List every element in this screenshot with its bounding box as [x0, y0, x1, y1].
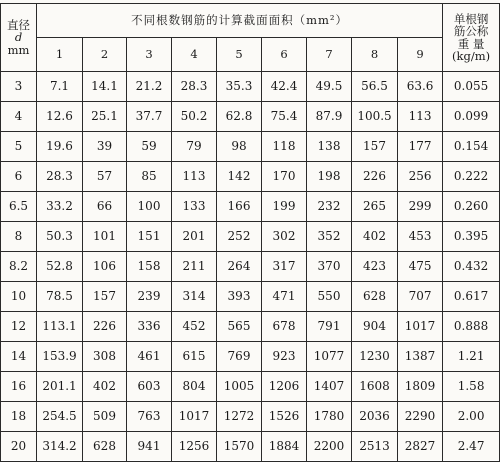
area-cell: 52.8 [37, 252, 83, 282]
area-header: 不同根数钢筋的计算截面面积（mm²） [37, 4, 443, 38]
table-body [1, 72, 500, 462]
area-cell: 603 [127, 372, 172, 402]
area-cell: 113 [172, 162, 217, 192]
area-cell: 423 [352, 252, 398, 282]
area-cell: 2513 [352, 432, 398, 462]
bar-count-header: 9 [398, 38, 443, 72]
area-cell: 157 [83, 282, 127, 312]
area-cell: 308 [83, 342, 127, 372]
area-cell: 78.5 [37, 282, 83, 312]
diameter-cell: 4 [1, 102, 37, 132]
area-cell: 101 [83, 222, 127, 252]
area-cell: 628 [83, 432, 127, 462]
area-cell: 75.4 [262, 102, 307, 132]
weight-header-unit: (kg/m) [452, 48, 491, 63]
area-cell: 37.7 [127, 102, 172, 132]
area-cell: 28.3 [37, 162, 83, 192]
area-cell: 100 [127, 192, 172, 222]
area-cell: 7.1 [37, 72, 83, 102]
diameter-cell: 10 [1, 282, 37, 312]
area-cell: 2036 [352, 402, 398, 432]
area-cell: 707 [398, 282, 443, 312]
area-cell: 14.1 [83, 72, 127, 102]
area-cell: 1608 [352, 372, 398, 402]
area-cell: 113.1 [37, 312, 83, 342]
area-cell: 201.1 [37, 372, 83, 402]
weight-header-line: 重 量 [457, 36, 485, 51]
diameter-cell: 12 [1, 312, 37, 342]
weight-cell: 0.154 [443, 132, 500, 162]
area-cell: 201 [172, 222, 217, 252]
table-row [1, 312, 500, 342]
area-cell: 49.5 [307, 72, 352, 102]
diameter-cell: 18 [1, 402, 37, 432]
area-cell: 239 [127, 282, 172, 312]
area-cell: 254.5 [37, 402, 83, 432]
area-cell: 393 [217, 282, 262, 312]
area-cell: 59 [127, 132, 172, 162]
area-cell: 33.2 [37, 192, 83, 222]
weight-cell: 0.099 [443, 102, 500, 132]
area-cell: 452 [172, 312, 217, 342]
area-cell: 904 [352, 312, 398, 342]
area-cell: 1206 [262, 372, 307, 402]
diameter-header-label: 直径 [7, 18, 30, 33]
area-cell: 199 [262, 192, 307, 222]
rebar-area-table [0, 3, 500, 462]
area-cell: 106 [83, 252, 127, 282]
area-cell: 153.9 [37, 342, 83, 372]
area-cell: 1526 [262, 402, 307, 432]
area-cell: 211 [172, 252, 217, 282]
area-cell: 226 [352, 162, 398, 192]
area-cell: 133 [172, 192, 217, 222]
table-row [1, 72, 500, 102]
area-cell: 471 [262, 282, 307, 312]
bar-count-header: 1 [37, 38, 83, 72]
area-cell: 615 [172, 342, 217, 372]
area-cell: 28.3 [172, 72, 217, 102]
diameter-cell: 16 [1, 372, 37, 402]
table-row [1, 402, 500, 432]
diameter-cell: 3 [1, 72, 37, 102]
area-cell: 923 [262, 342, 307, 372]
area-cell: 25.1 [83, 102, 127, 132]
area-cell: 98 [217, 132, 262, 162]
area-cell: 158 [127, 252, 172, 282]
weight-header-line: 单根钢 [453, 12, 489, 27]
area-cell: 166 [217, 192, 262, 222]
area-cell: 85 [127, 162, 172, 192]
area-cell: 461 [127, 342, 172, 372]
table-row [1, 132, 500, 162]
area-cell: 19.6 [37, 132, 83, 162]
area-cell: 252 [217, 222, 262, 252]
table-row [1, 162, 500, 192]
weight-cell: 2.00 [443, 402, 500, 432]
table-row [1, 282, 500, 312]
area-cell: 453 [398, 222, 443, 252]
area-cell: 2200 [307, 432, 352, 462]
area-cell: 1017 [172, 402, 217, 432]
area-cell: 62.8 [217, 102, 262, 132]
area-cell: 769 [217, 342, 262, 372]
area-cell: 565 [217, 312, 262, 342]
area-cell: 87.9 [307, 102, 352, 132]
area-cell: 157 [352, 132, 398, 162]
diameter-header [1, 4, 37, 72]
area-cell: 336 [127, 312, 172, 342]
area-cell: 63.6 [398, 72, 443, 102]
header-row [1, 4, 500, 38]
table-row [1, 342, 500, 372]
area-cell: 264 [217, 252, 262, 282]
area-cell: 42.4 [262, 72, 307, 102]
area-cell: 1884 [262, 432, 307, 462]
diameter-cell: 14 [1, 342, 37, 372]
bar-count-header: 6 [262, 38, 307, 72]
area-cell: 256 [398, 162, 443, 192]
area-cell: 142 [217, 162, 262, 192]
area-cell: 678 [262, 312, 307, 342]
table-row [1, 372, 500, 402]
area-cell: 138 [307, 132, 352, 162]
area-cell: 299 [398, 192, 443, 222]
bar-count-header: 3 [127, 38, 172, 72]
weight-cell: 0.055 [443, 72, 500, 102]
area-cell: 1407 [307, 372, 352, 402]
area-cell: 113 [398, 102, 443, 132]
area-cell: 39 [83, 132, 127, 162]
area-cell: 475 [398, 252, 443, 282]
area-cell: 628 [352, 282, 398, 312]
area-cell: 226 [83, 312, 127, 342]
area-cell: 2827 [398, 432, 443, 462]
diameter-cell: 6.5 [1, 192, 37, 222]
weight-cell: 0.432 [443, 252, 500, 282]
bar-count-header: 8 [352, 38, 398, 72]
weight-cell: 0.888 [443, 312, 500, 342]
area-cell: 66 [83, 192, 127, 222]
table-row [1, 252, 500, 282]
area-cell: 1077 [307, 342, 352, 372]
area-cell: 57 [83, 162, 127, 192]
area-cell: 317 [262, 252, 307, 282]
weight-cell: 2.47 [443, 432, 500, 462]
area-cell: 2290 [398, 402, 443, 432]
bar-count-header: 4 [172, 38, 217, 72]
area-cell: 1017 [398, 312, 443, 342]
area-cell: 56.5 [352, 72, 398, 102]
bar-count-header-row [1, 38, 500, 72]
area-cell: 763 [127, 402, 172, 432]
area-cell: 1272 [217, 402, 262, 432]
area-cell: 314 [172, 282, 217, 312]
area-cell: 1809 [398, 372, 443, 402]
area-cell: 302 [262, 222, 307, 252]
weight-cell: 1.58 [443, 372, 500, 402]
area-cell: 118 [262, 132, 307, 162]
area-cell: 232 [307, 192, 352, 222]
diameter-cell: 5 [1, 132, 37, 162]
area-cell: 402 [352, 222, 398, 252]
area-cell: 35.3 [217, 72, 262, 102]
bar-count-header: 2 [83, 38, 127, 72]
diameter-cell: 8 [1, 222, 37, 252]
area-cell: 550 [307, 282, 352, 312]
area-cell: 1570 [217, 432, 262, 462]
table-row [1, 192, 500, 222]
weight-cell: 0.617 [443, 282, 500, 312]
weight-header [443, 4, 500, 72]
table-row [1, 102, 500, 132]
area-cell: 1230 [352, 342, 398, 372]
area-cell: 151 [127, 222, 172, 252]
area-cell: 50.2 [172, 102, 217, 132]
diameter-header-unit: mm [7, 42, 30, 57]
diameter-cell: 6 [1, 162, 37, 192]
area-cell: 791 [307, 312, 352, 342]
area-cell: 170 [262, 162, 307, 192]
table-row [1, 222, 500, 252]
diameter-cell: 20 [1, 432, 37, 462]
bar-count-header: 7 [307, 38, 352, 72]
area-cell: 100.5 [352, 102, 398, 132]
diameter-cell: 8.2 [1, 252, 37, 282]
area-cell: 177 [398, 132, 443, 162]
area-cell: 265 [352, 192, 398, 222]
area-cell: 402 [83, 372, 127, 402]
area-cell: 21.2 [127, 72, 172, 102]
area-cell: 314.2 [37, 432, 83, 462]
diameter-header-symbol: d [14, 30, 23, 45]
area-cell: 1780 [307, 402, 352, 432]
area-cell: 50.3 [37, 222, 83, 252]
area-cell: 198 [307, 162, 352, 192]
area-cell: 352 [307, 222, 352, 252]
bar-count-header: 5 [217, 38, 262, 72]
area-cell: 1387 [398, 342, 443, 372]
area-cell: 509 [83, 402, 127, 432]
area-cell: 1005 [217, 372, 262, 402]
weight-cell: 1.21 [443, 342, 500, 372]
area-cell: 941 [127, 432, 172, 462]
weight-cell: 0.260 [443, 192, 500, 222]
area-cell: 804 [172, 372, 217, 402]
weight-cell: 0.222 [443, 162, 500, 192]
area-cell: 370 [307, 252, 352, 282]
weight-cell: 0.395 [443, 222, 500, 252]
weight-header-line: 筋公称 [453, 24, 489, 39]
area-cell: 1256 [172, 432, 217, 462]
table-row [1, 432, 500, 462]
area-cell: 12.6 [37, 102, 83, 132]
area-cell: 79 [172, 132, 217, 162]
